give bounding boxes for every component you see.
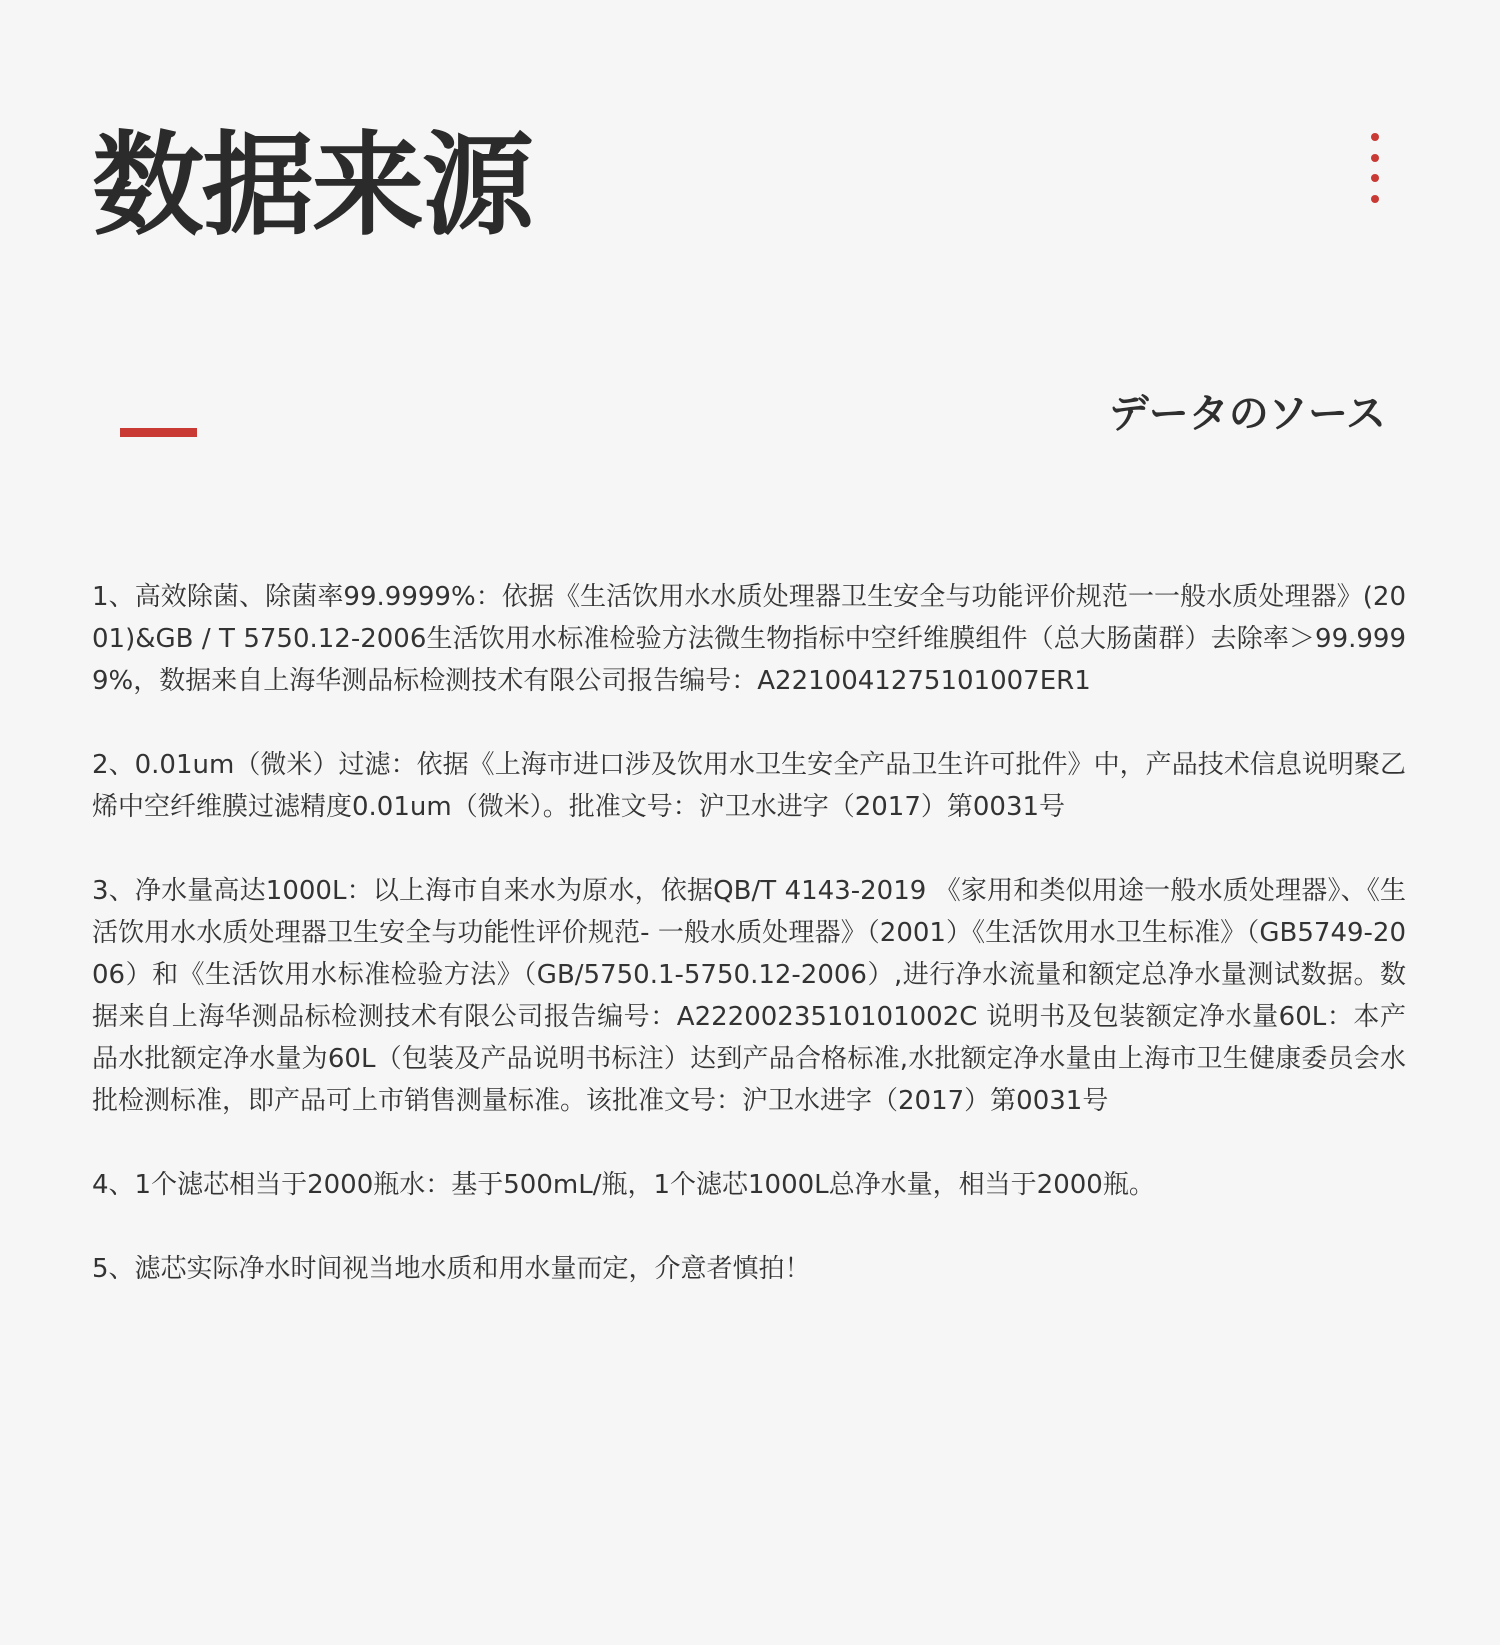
dot-icon [1371, 133, 1379, 141]
note-3: 3、净水量高达1000L：以上海市自来水为原水，依据QB/T 4143-2019 《家用和类似用途一般水质处理器》、《生活饮用水水质处理器卫生安全与功能性评价规范- 一般水质处理器》（2001）《生活饮用水卫生标准》（GB5749-2006）和《生活饮用水标准检验方法》（GB/5750.1-5750.12-2006）,进行净水流量和额定总净水量测试数据。数据来自上海华测品标检测技术有限公司报告编号：A2220023510101002C 说明书及包装额定净水量60L：本产品水批额定净水量为60L（包装及产品说明书标注）达到产品合格标准,水批额定净水量由上海市卫生健康委员会水批检测标准，即产品可上市销售测量标准。该批准文号：沪卫水进字（2017）第0031号 [92, 876, 1406, 1116]
dot-icon [1371, 195, 1379, 203]
dot-icon [1371, 174, 1379, 182]
page-title: 数据来源 [92, 120, 532, 251]
source-notes [92, 576, 1406, 1332]
page-subtitle: データのソース [1108, 390, 1386, 437]
note-4: 4、1个滤芯相当于2000瓶水：基于500mL/瓶，1个滤芯1000L总净水量，相当于2000瓶。 [92, 1170, 1155, 1200]
dot-icon [1371, 154, 1379, 162]
note-5: 5、滤芯实际净水时间视当地水质和用水量而定，介意者慎拍！ [92, 1254, 811, 1284]
vertical-dots-icon[interactable] [1368, 133, 1382, 203]
note-2: 2、0.01um（微米）过滤：依据《上海市进口涉及饮用水卫生安全产品卫生许可批件》中，产品技术信息说明聚乙烯中空纤维膜过滤精度0.01um（微米）。批准文号：沪卫水进字（2017）第0031号 [92, 750, 1406, 822]
accent-bar [120, 428, 197, 437]
note-1: 1、高效除菌、除菌率99.9999%：依据《生活饮用水水质处理器卫生安全与功能评价规范一一般水质处理器》(2001)&GB / T 5750.12-2006生活饮用水标准检验方法微生物指标中空纤维膜组件（总大肠菌群）去除率＞99.9999%，数据来自上海华测品标检测技术有限公司报告编号：A2210041275101007ER1 [92, 582, 1406, 696]
